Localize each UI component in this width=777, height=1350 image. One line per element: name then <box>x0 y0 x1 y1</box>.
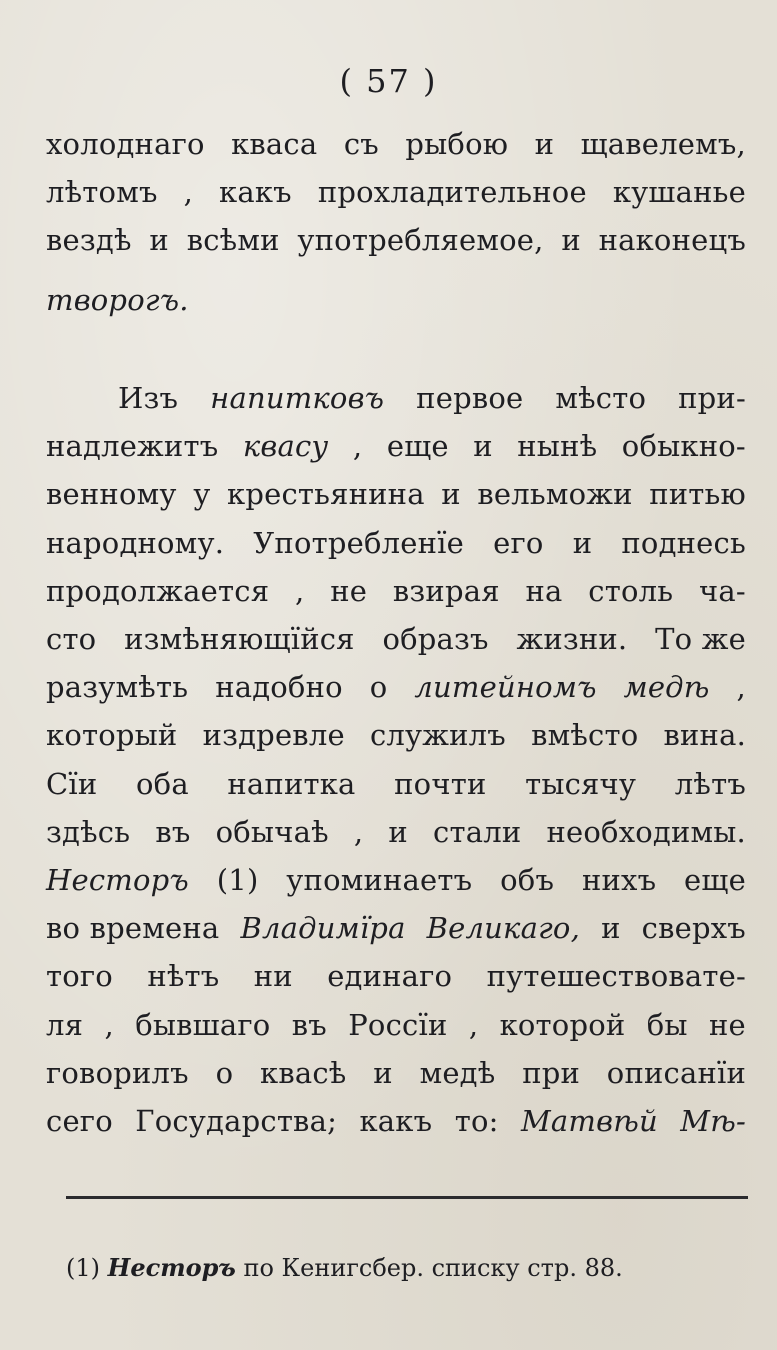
text-line <box>46 276 746 324</box>
word: Несторъ <box>46 863 189 897</box>
word: , <box>468 1007 479 1042</box>
word: тысячу <box>525 766 637 801</box>
word: и <box>373 1055 393 1090</box>
word: , <box>736 670 746 705</box>
word: путешествовате- <box>486 959 746 994</box>
word: кушанье <box>612 175 746 210</box>
text-line <box>46 904 746 952</box>
word: прохладительное <box>317 175 587 210</box>
word: объ <box>500 863 555 897</box>
word: рыбою <box>405 127 509 161</box>
word: измѣняющїйся <box>124 622 355 656</box>
word: щавелемъ, <box>580 127 746 161</box>
word: не <box>709 1007 746 1042</box>
word: какъ <box>219 175 292 210</box>
word: необходимы. <box>546 814 746 849</box>
word: и <box>601 911 621 946</box>
word: и <box>441 477 461 512</box>
word: медѣ <box>623 670 710 705</box>
word: медѣ <box>419 1055 496 1090</box>
word: при <box>522 1055 581 1090</box>
text-line <box>46 1001 746 1049</box>
word: вельможи <box>477 477 633 512</box>
word: То же <box>655 622 746 656</box>
word: упоминаетъ <box>286 863 473 897</box>
word: , <box>352 429 363 464</box>
word: обыкно- <box>621 429 746 464</box>
word: надлежитъ <box>46 429 219 464</box>
word: (1) <box>216 863 259 897</box>
text-line <box>46 1049 746 1097</box>
word: о <box>215 1055 234 1090</box>
word: продолжается <box>46 573 270 608</box>
word: лѣтомъ <box>46 175 158 210</box>
word: всѣми <box>186 223 280 258</box>
word: питью <box>649 477 746 512</box>
text-line <box>46 952 746 1000</box>
word: ча- <box>699 573 746 608</box>
word: на <box>525 573 563 608</box>
word: не <box>330 573 368 608</box>
word: и <box>561 223 581 258</box>
word: первое <box>416 381 524 415</box>
word: Владимїра <box>240 911 406 946</box>
word: образъ <box>382 622 489 656</box>
word: взирая <box>392 573 500 608</box>
word: холоднаго <box>46 127 205 161</box>
word: которой <box>499 1007 626 1042</box>
text-line <box>46 120 746 168</box>
text-line <box>46 1097 746 1145</box>
word: нѣтъ <box>147 959 220 994</box>
word: , <box>183 175 194 210</box>
word: Мѣ- <box>680 1104 746 1138</box>
text-line <box>46 470 746 518</box>
text-line <box>46 808 746 856</box>
word: крестьянина <box>227 477 425 512</box>
word: въ <box>291 1007 327 1042</box>
word: описанїи <box>606 1055 746 1090</box>
text-line <box>118 374 746 422</box>
word: сего <box>46 1104 113 1138</box>
word: въ <box>155 814 191 849</box>
text-line <box>46 760 746 808</box>
word: Россїи <box>348 1007 448 1042</box>
word: Изъ <box>118 381 179 415</box>
footnote <box>66 1252 623 1284</box>
word: разумѣть <box>46 670 189 705</box>
word: съ <box>343 127 379 161</box>
word: служилъ <box>369 718 506 753</box>
word: , <box>104 1007 114 1042</box>
word: напитка <box>227 766 356 801</box>
word: то: <box>454 1104 499 1138</box>
word: употребляемое, <box>297 223 544 258</box>
text-line <box>46 663 746 711</box>
word: литейномъ <box>414 670 597 705</box>
word: мѣсто <box>555 381 647 415</box>
word: и <box>473 429 493 464</box>
word: при- <box>678 381 746 415</box>
word: во времена <box>46 911 220 946</box>
word: говорилъ <box>46 1055 189 1090</box>
word: оба <box>136 766 189 801</box>
word: и <box>534 127 555 161</box>
word: у <box>193 477 211 512</box>
word: жизни. <box>516 622 628 656</box>
word: надобно <box>215 670 343 705</box>
word: еще <box>684 863 746 897</box>
word: ля <box>46 1007 84 1042</box>
text-line <box>46 168 746 216</box>
word: народному. <box>46 525 225 560</box>
word: столь <box>588 573 674 608</box>
text-line <box>46 615 746 663</box>
word: вина. <box>663 718 746 753</box>
word: Сїи <box>46 766 98 801</box>
word: того <box>46 959 113 994</box>
word: , <box>353 814 364 849</box>
footnote-author: Несторъ <box>107 1253 236 1282</box>
word: вмѣсто <box>531 718 639 753</box>
word: нынѣ <box>517 429 598 464</box>
word: здѣсь <box>46 814 131 849</box>
word: квасѣ <box>260 1055 347 1090</box>
word: еще <box>386 429 449 464</box>
word: нихъ <box>581 863 657 897</box>
text-line <box>46 711 746 759</box>
word: напитковъ <box>210 381 385 415</box>
word: Употребленїе <box>253 525 464 560</box>
word: , <box>294 573 305 608</box>
word: обычаѣ <box>215 814 329 849</box>
word: вездѣ <box>46 223 132 258</box>
word: лѣтъ <box>674 766 746 801</box>
word: творогъ. <box>46 283 189 317</box>
text-line <box>46 216 746 264</box>
word: ни <box>253 959 293 994</box>
word: кваса <box>231 127 318 161</box>
word: стали <box>433 814 522 849</box>
word: сверхъ <box>641 911 746 946</box>
word: и <box>388 814 408 849</box>
word: и <box>149 223 169 258</box>
word: сто <box>46 622 97 656</box>
page-number: ( 57 ) <box>339 62 438 100</box>
word: Великаго, <box>426 911 580 946</box>
word: единаго <box>327 959 453 994</box>
text-line <box>46 422 746 470</box>
footnote-text: по Кенигсбер. списку стр. 88. <box>243 1254 623 1282</box>
footnote-rule <box>66 1196 748 1199</box>
word: его <box>493 525 544 560</box>
word: какъ <box>359 1104 433 1138</box>
word: о <box>369 670 388 705</box>
text-line <box>46 567 746 615</box>
word: бы <box>646 1007 688 1042</box>
word: Матвѣй <box>521 1104 658 1138</box>
word: издревле <box>202 718 345 753</box>
word: и <box>572 525 593 560</box>
word: квасу <box>242 429 329 464</box>
footnote-marker: (1) <box>66 1254 100 1282</box>
word: который <box>46 718 178 753</box>
word: бывшаго <box>135 1007 271 1042</box>
text-line <box>46 856 746 904</box>
word: почти <box>394 766 487 801</box>
word: поднесь <box>621 525 746 560</box>
word: венному <box>46 477 177 512</box>
word: Государства; <box>135 1104 338 1138</box>
word: наконецъ <box>598 223 746 258</box>
text-line <box>46 519 746 567</box>
